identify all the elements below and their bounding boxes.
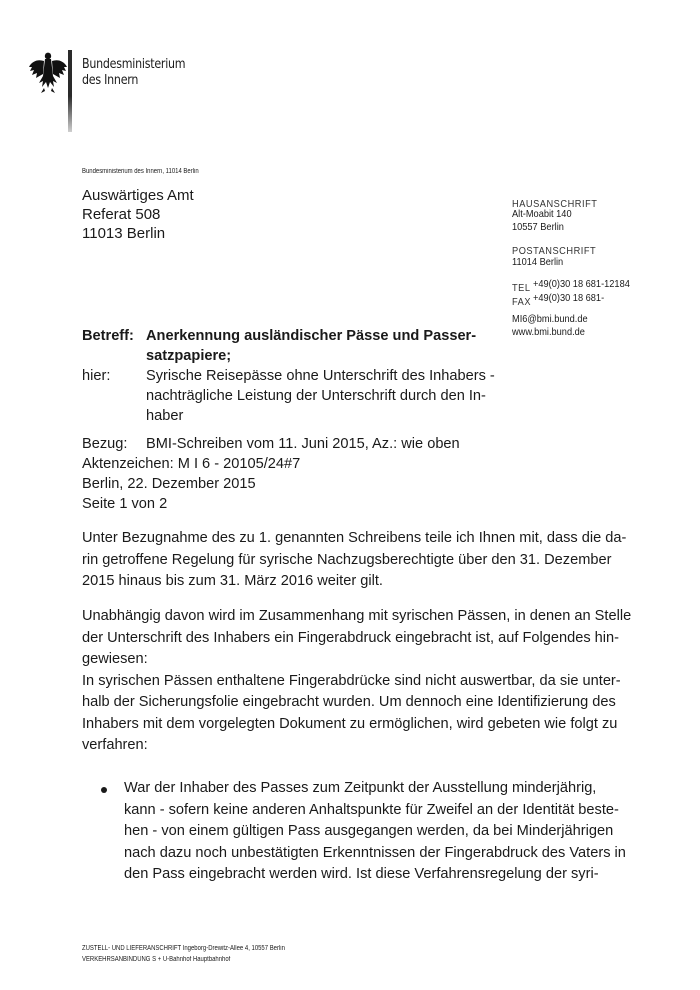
recipient-name: Auswärtiges Amt: [82, 187, 194, 204]
bullet-dot: [101, 787, 107, 793]
bullet-1-line: nach dazu noch unbestätigten Erkenntnissen der Fingerabdruck des Vaters in: [124, 844, 626, 861]
ministry-name-line1: Bundesministerium: [82, 56, 186, 72]
bullet-1-line: den Pass eingebracht werden wird. Ist diese Verfahrensregelung der syri-: [124, 866, 599, 882]
return-address: Bundesministerium des Innern, 11014 Berlin: [82, 168, 199, 175]
bullet-1-line: hen - von einem gültigen Pass ausgegangen werden, da bei Minderjährigen: [124, 823, 614, 839]
bezug-value: BMI-Schreiben vom 11. Juni 2015, Az.: wie oben: [146, 436, 460, 452]
paragraph-2-line: gewiesen:: [82, 651, 148, 667]
paragraph-2-line: verfahren:: [82, 737, 148, 753]
hier-line-1: Syrische Reisepässe ohne Unterschrift des Inhabers -: [146, 368, 495, 384]
paragraph-1-line: Unter Bezugnahme des zu 1. genannten Schreibens teile ich Ihnen mit, dass die da-: [82, 530, 627, 546]
paragraph-2-line: Unabhängig davon wird im Zusammenhang mit syrischen Pässen, in denen an Stelle: [82, 608, 632, 624]
paragraph-2-line: Inhabers mit dem vorgelegten Dokument zu ermöglichen, wird gebeten wie folgt zu: [82, 715, 618, 732]
betreff-line-1: Anerkennung ausländischer Pässe und Passer-: [146, 328, 477, 344]
fax-label: FAX: [512, 296, 532, 308]
website-address: www.bmi.bund.de: [512, 326, 585, 338]
tel-value: +49(0)30 18 681-12184: [533, 278, 630, 290]
recipient-city: 11013 Berlin: [82, 225, 166, 242]
paragraph-2-line: halb der Sicherungsfolie eingebracht wurden. Um dennoch eine Identifizierung des: [82, 694, 616, 710]
paragraph-2: [82, 606, 631, 757]
paragraph-1-line: rin getroffene Regelung für syrische Nachzugsberechtigte über den 31. Dezember: [82, 551, 612, 568]
betreff-label: Betreff:: [82, 328, 134, 344]
email-address: MI6@bmi.bund.de: [512, 313, 588, 325]
bullet-1-line: War der Inhaber des Passes zum Zeitpunkt der Ausstellung minderjährig,: [124, 780, 597, 796]
hausanschrift-city: 10557 Berlin: [512, 221, 564, 233]
recipient-department: Referat 508: [82, 206, 161, 223]
aktenzeichen: Aktenzeichen: M I 6 - 20105/24#7: [82, 456, 301, 472]
header-divider-fade: [68, 96, 72, 132]
betreff-line-2: satzpapiere;: [146, 348, 232, 364]
hier-line-3: haber: [146, 408, 184, 424]
federal-eagle-logo: [28, 50, 68, 94]
postanschrift-city: 11014 Berlin: [512, 256, 564, 268]
postanschrift-label: POSTANSCHRIFT: [512, 245, 597, 257]
hier-label: hier:: [82, 368, 111, 384]
tel-label: TEL: [512, 282, 531, 294]
bezug-label: Bezug:: [82, 436, 128, 452]
footer-delivery-address: ZUSTELL- UND LIEFERANSCHRIFT Ingeborg-Drewitz-Allee 4, 10557 Berlin: [82, 945, 285, 952]
hausanschrift-street: Alt-Moabit 140: [512, 208, 572, 220]
paragraph-2-line: der Unterschrift des Inhabers ein Fingerabdruck eingebracht ist, auf Folgendes hin-: [82, 629, 620, 646]
hausanschrift-label: HAUSANSCHRIFT: [512, 198, 598, 210]
letter-date: Berlin, 22. Dezember 2015: [82, 476, 256, 492]
footer-transport: VERKEHRSANBINDUNG S + U-Bahnhof Hauptbahnhof: [82, 956, 231, 963]
fax-value: +49(0)30 18 681-: [533, 292, 605, 304]
bullet-item-1: [124, 778, 626, 886]
paragraph-1-line: 2015 hinaus bis zum 31. März 2016 weiter gilt.: [82, 573, 383, 589]
hier-line-2: nachträgliche Leistung der Unterschrift durch den In-: [146, 388, 486, 404]
bullet-1-line: kann - sofern keine anderen Anhaltspunkte für Zweifel an der Identität beste-: [124, 801, 619, 818]
paragraph-2-line: In syrischen Pässen enthaltene Fingerabdrücke sind nicht auswertbar, da sie unter-: [82, 672, 621, 689]
paragraph-1: [82, 528, 626, 593]
page-indicator: Seite 1 von 2: [82, 496, 168, 512]
ministry-name-line2: des Innern: [82, 72, 139, 88]
